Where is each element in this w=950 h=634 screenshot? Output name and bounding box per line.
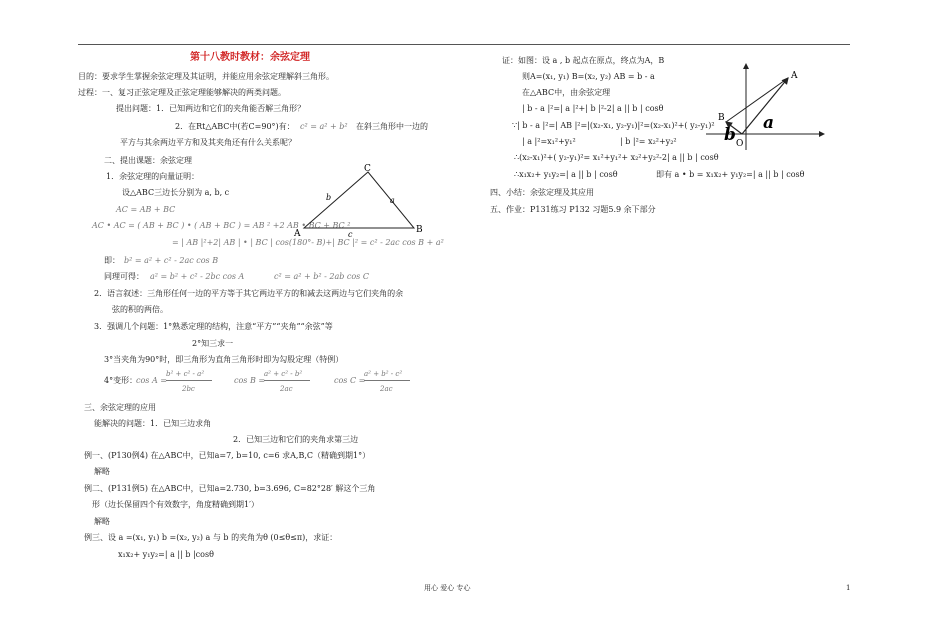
equation-5b: c² = a² + b² - 2ab cos C — [274, 272, 369, 281]
equation-1: AC = AB + BC — [116, 205, 176, 214]
header-rule — [78, 44, 850, 45]
side-a-label: a — [390, 196, 395, 205]
origin-label: O — [736, 139, 744, 149]
aim-line: 目的：要求学生掌握余弦定理及其证明，并能应用余弦定理解斜三角形。 — [78, 72, 334, 81]
equation-4-label: 即： — [104, 256, 120, 265]
side-b-label: b — [326, 193, 332, 202]
cosC-fraction-bar — [364, 380, 410, 381]
example-1: 例一、(P130例4) 在△ABC中，已知a=7, b=10, c=6 求A,B,C（精确到期1°） — [84, 451, 371, 460]
question-2b: 在斜三角形中一边的 — [356, 122, 428, 131]
equation-2: AC • AC = ( AB + BC ) • ( AB + BC ) = AB ² +2 AB • BC + BC ² — [92, 221, 351, 230]
side-c-label: c — [348, 230, 353, 239]
proof-line-9: ∴x₁x₂+ y₁y₂=| a || b | cosθ — [514, 170, 618, 179]
proof-line-5: ∵| b - a |²=| AB |²=|(x₂-x₁, y₂-y₁)|²=(x₂-x₁)²+( y₂-y₁)² — [512, 121, 715, 130]
vertex-c-label: C — [364, 164, 371, 174]
proof-line-3: 在△ABC中，由余弦定理 — [522, 88, 611, 97]
cosB-label: cos B = — [234, 376, 266, 385]
proof-line-4: | b - a |²=| a |²+| b |²-2| a || b | cosθ — [522, 104, 664, 113]
footer-motto: 用心 爱心 专心 — [424, 584, 471, 592]
example-2: 例二、(P131例5) 在△ABC中，已知a=2.730, b=3.696, C=82°28′ 解这个三角 — [84, 484, 376, 493]
pythagoras-formula: c² = a² + b² — [300, 122, 348, 131]
cosB-denominator: 2ac — [280, 385, 293, 393]
emphasis-4-label: 4°变形： — [104, 376, 138, 385]
proof-line-8: ∴(x₂-x₁)²+( y₂-y₁)²= x₁²+y₁²+ x₂²+y₂²-2| a || b | cosθ — [514, 153, 719, 162]
emphasis-2: 2°知三求一 — [192, 339, 234, 348]
cosB-fraction-bar — [264, 380, 310, 381]
question-2a: 2．在Rt△ABC中(若C=90°)有： — [175, 122, 295, 131]
cosA-numerator: b² + c² - a² — [166, 370, 205, 378]
question-2c: 平方与其余两边平方和及其夹角还有什么关系呢？ — [120, 138, 296, 147]
cosC-numerator: a² + b² - c² — [364, 370, 403, 378]
proof-line-6: | a |²=x₁²+y₁² — [522, 137, 576, 146]
application-2: 2．已知三边和它们的夹角求第三边 — [233, 435, 359, 444]
cosA-fraction-bar — [166, 380, 212, 381]
proof-line-7: | b |²= x₂²+y₂² — [620, 137, 677, 146]
vertex-b-label: B — [416, 225, 423, 235]
proof-heading: 1．余弦定理的向量证明： — [106, 172, 200, 181]
triangle-abc — [304, 172, 414, 228]
process-line: 过程：一、复习正弦定理及正弦定理能够解决的两类问题。 — [78, 88, 286, 97]
example-2-cont: 形（边长保留四个有效数字，角度精确到期1′） — [92, 500, 259, 509]
page-number: 1 — [846, 584, 851, 592]
example-3-cont: x₁x₂+ y₁y₂=| a || b |cosθ — [118, 550, 214, 559]
cosA-denominator: 2bc — [182, 385, 195, 393]
application-1: 能解决的问题：1．已知三边求角 — [94, 419, 212, 428]
vertex-a-label: A — [294, 229, 301, 239]
question-1: 提出问题：1．已知两边和它们的夹角能否解三角形？ — [116, 104, 306, 113]
proof-setup: 设△ABC三边长分别为 a, b, c — [122, 188, 230, 197]
cosC-label: cos C = — [334, 376, 366, 385]
vector-a-label: a — [763, 113, 775, 133]
equation-5-label: 同理可得： — [104, 272, 144, 281]
cosC-denominator: 2ac — [380, 385, 393, 393]
verbal-statement: 2．语言叙述：三角形任何一边的平方等于其它两边平方的和减去这两边与它们夹角的余 — [94, 289, 404, 298]
emphasis-3: 3°当夹角为90°时，即三角形为直角三角形时即为勾股定理（特例） — [104, 355, 344, 364]
proof-line-2: 则A=(x₁, y₁) B=(x₂, y₂) AB = b - a — [522, 72, 655, 81]
vector-figure — [700, 58, 830, 158]
cosB-numerator: a² + c² - b² — [264, 370, 303, 378]
section-three-heading: 三、余弦定理的应用 — [84, 403, 156, 412]
example-2-solution: 解略 — [94, 517, 110, 526]
proof-line-1: 证：如图：设 a , b 起点在原点，终点为A，B — [502, 56, 665, 65]
point-a-label: A — [791, 71, 798, 81]
section-two-heading: 二、提出课题：余弦定理 — [104, 156, 192, 165]
homework-line: 五、作业：P131练习 P132 习题5.9 余下部分 — [490, 205, 656, 214]
equation-3: = | AB |²+2| AB | • | BC | cos(180°- B)+| BC |² = c² - 2ac cos B + a² — [172, 238, 444, 247]
point-b-label: B — [718, 113, 725, 123]
equation-4: b² = a² + c² - 2ac cos B — [124, 256, 219, 265]
example-1-solution: 解略 — [94, 467, 110, 476]
example-3: 例三、设 a =(x₁, y₁) b =(x₂, y₂) a 与 b 的夹角为θ (0≤θ≤π)，求证： — [84, 533, 338, 542]
vector-b-label: b — [724, 125, 736, 145]
equation-5a: a² = b² + c² - 2bc cos A — [150, 272, 245, 281]
proof-line-10: 即有 a • b = x₁x₂+ y₁y₂=| a || b | cosθ — [656, 170, 805, 179]
summary-line: 四、小结：余弦定理及其应用 — [490, 188, 594, 197]
triangle-figure — [290, 162, 430, 240]
page-title: 第十八教时教材：余弦定理 — [190, 52, 310, 63]
cosA-label: cos A = — [136, 376, 167, 385]
emphasis-1: 3．强调几个问题：1°熟悉定理的结构，注意“平方”“夹角”“余弦”等 — [94, 322, 333, 331]
verbal-statement-cont: 弦的积的两倍。 — [112, 305, 168, 314]
